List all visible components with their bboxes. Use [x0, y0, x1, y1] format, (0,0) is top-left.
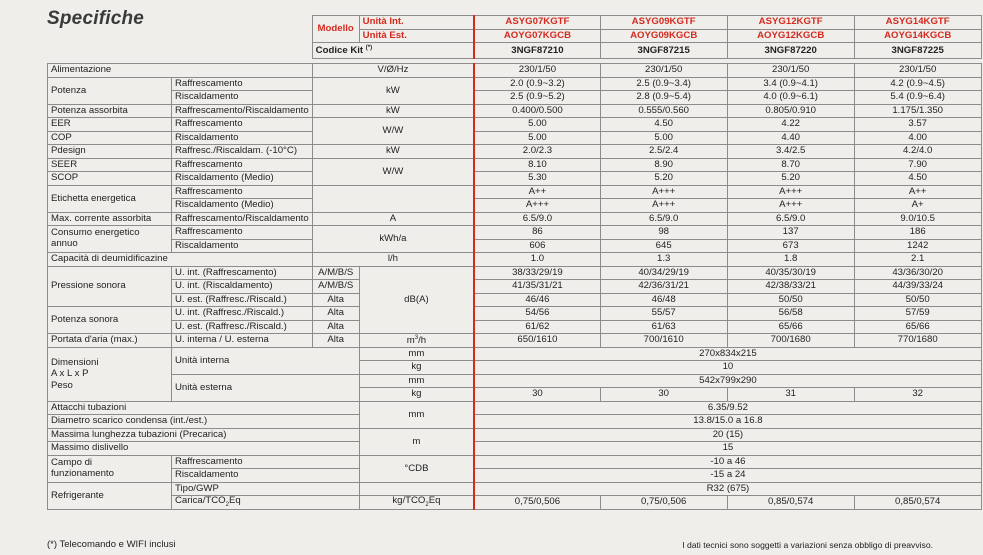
row-lunghezza: Massima lunghezza tubazioni (Precarica) m 20 (15)	[48, 428, 982, 442]
row-eer: EER Raffrescamento W/W 5.00 4.50 4.22 3.57	[48, 118, 982, 132]
model-kit-1: 3NGF87210	[474, 43, 600, 59]
unit-alimentazione: V/Ø/Hz	[312, 64, 474, 78]
model-kit-3: 3NGF87220	[727, 43, 854, 59]
header-row-kit	[48, 43, 982, 59]
row-potenza-sonora-2: U. est. (Raffresc./Riscald.) Alta 61/62 61/63 65/66 65/66	[48, 320, 982, 334]
row-scarico: Diametro scarico condensa (int./est.) 13.8/15.0 a 16.8	[48, 415, 982, 429]
model-est-1: AOYG07KGCB	[474, 29, 600, 43]
row-refrigerante-carica: Carica/$TCO_2Eq$ $kg/TCO_2Eq$ 0,75/0,506 0,75/0,506 0,85/0,574 0,85/0,574	[48, 496, 982, 510]
row-pressione-2: U. int. (Riscaldamento) A/M/B/S 41/35/31/21 42/36/31/21 42/38/33/21 44/39/33/24	[48, 280, 982, 294]
row-consumo-risc: Riscaldamento 606 645 673 1242	[48, 239, 982, 253]
row-cop: COP Riscaldamento 5.00 5.00 4.40 4.00	[48, 131, 982, 145]
row-pdesign: Pdesign Raffresc./Riscaldam. (-10°C) kW 2.0/2.3 2.5/2.4 3.4/2.5 4.2/4.0	[48, 145, 982, 159]
model-kit-2: 3NGF87215	[600, 43, 727, 59]
header-row-int	[48, 16, 982, 30]
row-attacchi: Attacchi tubazioni mm 6.35/9.52	[48, 401, 982, 415]
row-dim-est-kg: kg 30 30 31 32	[48, 388, 982, 402]
row-campo-raff: Campo di funzionamento Raffrescamento °CDB -10 a 46	[48, 455, 982, 469]
row-pressione-1: Pressione sonora U. int. (Raffrescamento) A/M/B/S dB(A) 38/33/29/19 40/34/29/19 40/35/30/19 43/36/30/20	[48, 266, 982, 280]
header-row-est	[48, 29, 982, 43]
model-est-2: AOYG09KGCB	[600, 29, 727, 43]
model-int-2: ASYG09KGTF	[600, 16, 727, 30]
model-est-3: AOYG12KGCB	[727, 29, 854, 43]
row-dim-int-mm: Dimensioni A x L x P Peso Unità interna mm 270x834x215	[48, 347, 982, 361]
row-deumidificazione: Capacità di deumidificazine l/h 1.0 1.3 1.8 2.1	[48, 253, 982, 267]
row-consumo-raff: Consumo energetico annuo Raffrescamento kWh/a 86 98 137 186	[48, 226, 982, 240]
row-dim-est-mm: Unità esterna mm 542x799x290	[48, 374, 982, 388]
row-dim-int-kg: kg 10	[48, 361, 982, 375]
header-modello: Modello	[312, 16, 359, 43]
row-potenza-raff: Potenza Raffrescamento kW 2.0 (0.9~3.2) 2.5 (0.9~3.4) 3.4 (0.9~4.1) 4.2 (0.9~4.5)	[48, 77, 982, 91]
row-portata: Portata d'aria (max.) U. interna / U. esterna Alta $m^3/h$ 650/1610 700/1610 700/1680 770/1680	[48, 334, 982, 348]
row-etichetta-risc: Riscaldamento (Medio) A+++ A+++ A+++ A+	[48, 199, 982, 213]
header-unita-est: Unità Est.	[359, 29, 474, 43]
header-unita-int: Unità Int.	[359, 16, 474, 30]
row-seer: SEER Raffrescamento W/W 8.10 8.90 8.70 7.90	[48, 158, 982, 172]
row-etichetta-raff: Etichetta energetica Raffrescamento A++ A+++ A+++ A++	[48, 185, 982, 199]
row-potenza-assorbita: Potenza assorbita Raffrescamento/Riscaldamento kW 0.400/0.500 0.555/0.560 0.805/0.910 1.175/1.350	[48, 104, 982, 118]
label-alimentazione: Alimentazione	[48, 64, 313, 78]
row-max-corrente: Max. corrente assorbita Raffrescamento/Riscaldamento A 6.5/9.0 6.5/9.0 6.5/9.0 9.0/10.5	[48, 212, 982, 226]
row-dislivello: Massimo dislivello 15	[48, 442, 982, 456]
row-campo-risc: Riscaldamento -15 a 24	[48, 469, 982, 483]
header-codice-kit: Codice Kit (*)	[312, 43, 474, 59]
model-kit-4: 3NGF87225	[854, 43, 981, 59]
row-potenza-sonora-1: Potenza sonora U. int. (Raffresc./Riscald.) Alta 54/56 55/57 56/58 57/59	[48, 307, 982, 321]
model-int-4: ASYG14KGTF	[854, 16, 981, 30]
model-int-3: ASYG12KGTF	[727, 16, 854, 30]
row-alimentazione: Alimentazione V/Ø/Hz 230/1/50 230/1/50 230/1/50 230/1/50	[48, 64, 982, 78]
model-est-4: AOYG14KGCB	[854, 29, 981, 43]
spec-table	[47, 15, 982, 510]
row-refrigerante-tipo: Refrigerante Tipo/GWP R32 (675)	[48, 482, 982, 496]
row-pressione-3: U. est. (Raffresc./Riscald.) Alta 46/46 46/48 50/50 50/50	[48, 293, 982, 307]
disclaimer: I dati tecnici sono soggetti a variazioni senza obbligo di preavviso.	[682, 540, 933, 550]
model-int-1: ASYG07KGTF	[474, 16, 600, 30]
footnote: (*) Telecomando e WIFI inclusi	[47, 539, 176, 550]
row-scop: SCOP Riscaldamento (Medio) 5.30 5.20 5.20 4.50	[48, 172, 982, 186]
label-potenza: Potenza	[48, 77, 172, 104]
page-title: Specifiche	[47, 8, 145, 29]
row-potenza-risc: Riscaldamento 2.5 (0.9~5.2) 2.8 (0.9~5.4) 4.0 (0.9~6.1) 5.4 (0.9~6.4)	[48, 91, 982, 105]
